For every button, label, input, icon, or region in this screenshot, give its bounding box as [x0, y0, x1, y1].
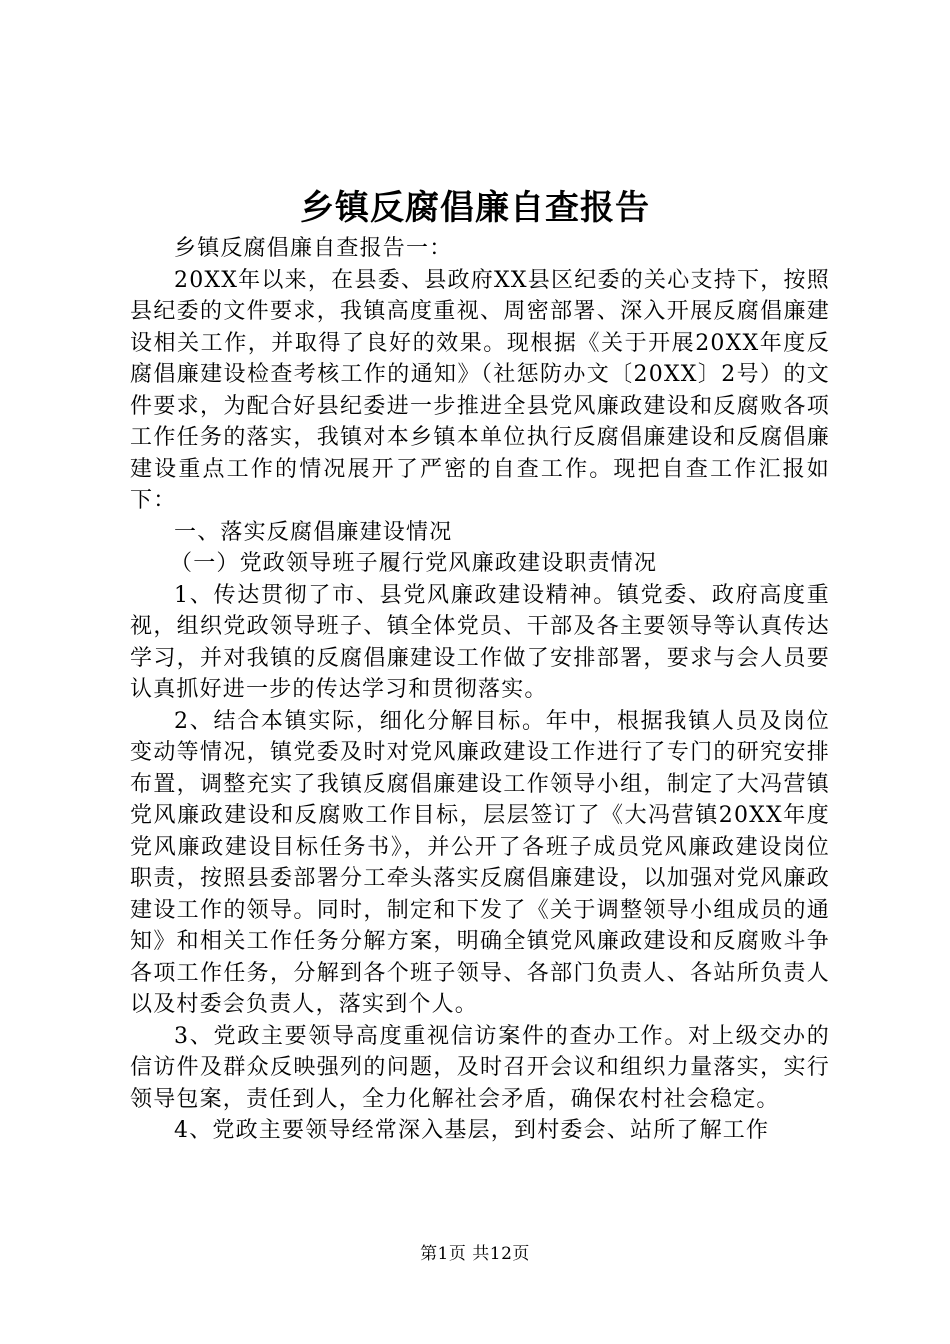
paragraph-item-1: 1、传达贯彻了市、县党风廉政建设精神。镇党委、政府高度重视，组织党政领导班子、镇全体党员、干部及各主要领导等认真传达学习，并对我镇的反腐倡廉建设工作做了安排部署，要求与会人员要认真抓好进一步的传达学习和贯彻落实。 — [130, 582, 830, 702]
page-number-footer: 第1页 共12页 — [420, 1244, 530, 1264]
paragraph-item-4: 4、党政主要领导经常深入基层，到村委会、站所了解工作 — [174, 1118, 770, 1143]
section-heading: 一、落实反腐倡廉建设情况 — [174, 519, 453, 545]
paragraph-overview: 20XX年以来，在县委、县政府XX县区纪委的关心支持下，按照县纪委的文件要求，我镇高度重视、周密部署、深入开展反腐倡廉建设相关工作，并取得了良好的效果。现根据《关于开展20XX年度反腐倡廉建设检查考核工作的通知》（社惩防办文〔20XX〕2号）的文件要求，为配合好县纪委进一步推进全县党风廉政建设和反腐败各项工作任务的落实，我镇对本乡镇本单位执行反腐倡廉建设和反腐倡廉建设重点工作的情况展开了严密的自查工作。现把自查工作汇报如下： — [130, 267, 830, 513]
subsection-heading: （一）党政领导班子履行党风廉政建设职责情况 — [170, 551, 658, 576]
paragraph-item-3: 3、党政主要领导高度重视信访案件的查办工作。对上级交办的信访件及群众反映强列的问题，及时召开会议和组织力量落实，实行领导包案，责任到人，全力化解社会矛盾，确保农村社会稳定。 — [130, 1023, 830, 1112]
document-body — [130, 233, 830, 1147]
report-intro-line: 乡镇反腐倡廉自查报告一： — [174, 236, 453, 261]
document-title: 乡镇反腐倡廉自查报告 — [300, 188, 650, 228]
paragraph-item-2: 2、结合本镇实际，细化分解目标。年中，根据我镇人员及岗位变动等情况，镇党委及时对党风廉政建设工作进行了专门的研究安排布置，调整充实了我镇反腐倡廉建设工作领导小组，制定了大冯营镇党风廉政建设和反腐败工作目标，层层签订了《大冯营镇20XX年度党风廉政建设目标任务书》，并公开了各班子成员党风廉政建设岗位职责，按照县委部署分工牵头落实反腐倡廉建设，以加强对党风廉政建设工作的领导。同时，制定和下发了《关于调整领导小组成员的通知》和相关工作任务分解方案，明确全镇党风廉政建设和反腐败斗争各项工作任务，分解到各个班子领导、各部门负责人、各站所负责人以及村委会负责人，落实到个人。 — [130, 708, 830, 1017]
